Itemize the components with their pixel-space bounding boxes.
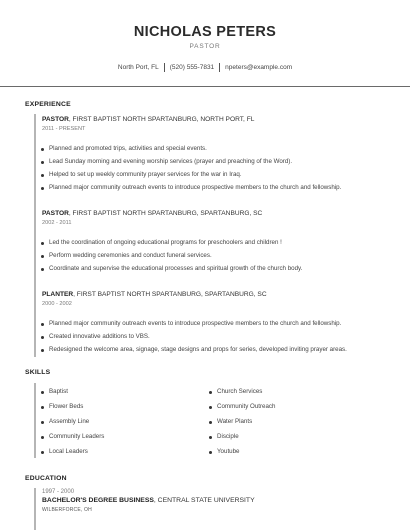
header-divider [0, 86, 410, 87]
contact-line [0, 63, 410, 72]
job-title [42, 291, 392, 298]
job-position: PASTOR [42, 116, 69, 123]
skill-item: Water Plants [209, 418, 359, 433]
experience-timeline-line [34, 114, 36, 357]
job-title [42, 116, 392, 123]
bullet-item: Perform wedding ceremonies and conduct funeral services. [41, 252, 396, 265]
bullet-item: Created innovative additions to VBS. [41, 333, 396, 346]
bullet-item: Planned major community outreach events to introduce prospective members to the church and fellowship. [41, 184, 396, 197]
contact-divider [219, 63, 220, 72]
education-location: WILBERFORCE, OH [42, 507, 92, 513]
job-entry [42, 116, 392, 132]
skill-item: Disciple [209, 433, 359, 448]
job-employer: , FIRST BAPTIST NORTH SPARTANBURG, NORTH PORT, FL [68, 116, 255, 123]
education-heading: EDUCATION [25, 475, 67, 482]
skill-item: Community Outreach [209, 403, 359, 418]
job-position: PASTOR [42, 210, 69, 217]
contact-phone: (520) 555-7831 [169, 64, 215, 71]
education-school: , CENTRAL STATE UNIVERSITY [153, 497, 255, 504]
job-employer: , FIRST BAPTIST NORTH SPARTANBURG, SPARTANBURG, SC [68, 210, 263, 217]
skills-heading: SKILLS [25, 369, 51, 376]
contact-divider [164, 63, 165, 72]
candidate-name: NICHOLAS PETERS [133, 24, 277, 40]
skills-column-left [41, 388, 191, 463]
education-degree-line [42, 497, 382, 504]
bullet-item: Coordinate and supervise the educational processes and spiritual growth of the church body. [41, 265, 396, 278]
job-employer: , FIRST BAPTIST NORTH SPARTANBURG, SPARTANBURG, SC [73, 291, 267, 298]
contact-location: North Port, FL [117, 64, 159, 71]
education-dates: 1997 - 2000 [42, 489, 75, 495]
experience-heading: EXPERIENCE [25, 101, 71, 108]
job-bullets [41, 239, 396, 278]
job-position: PLANTER [42, 291, 74, 298]
education-timeline-line [34, 488, 36, 530]
job-dates: 2011 - PRESENT [42, 126, 86, 132]
bullet-item: Lead Sunday morning and evening worship services (prayer and preaching of the Word). [41, 158, 396, 171]
bullet-item: Helped to set up weekly community prayer services for the war in Iraq. [41, 171, 396, 184]
bullet-item: Planned and promoted trips, activities and special events. [41, 145, 396, 158]
skill-item: Youtube [209, 448, 359, 463]
skill-item: Church Services [209, 388, 359, 403]
skill-item: Community Leaders [41, 433, 191, 448]
contact-email: npeters@example.com [225, 64, 293, 71]
job-bullets [41, 320, 396, 359]
education-degree: BACHELOR'S DEGREE BUSINESS [42, 497, 154, 504]
skills-column-right [209, 388, 359, 463]
skill-item: Baptist [41, 388, 191, 403]
job-dates: 2002 - 2011 [42, 220, 72, 226]
bullet-item: Planned major community outreach events to introduce prospective members to the church and fellowship. [41, 320, 396, 333]
skill-item: Assembly Line [41, 418, 191, 433]
bullet-item: Redesigned the welcome area, signage, stage designs and props for series, developed inviting prayer areas. [41, 346, 396, 359]
skills-timeline-line [34, 383, 36, 458]
education-entry [42, 489, 382, 513]
skill-item: Local Leaders [41, 448, 191, 463]
job-entry [42, 210, 392, 226]
job-dates: 2000 - 2002 [42, 301, 72, 307]
candidate-role: PASTOR [189, 43, 221, 50]
skill-item: Flower Beds [41, 403, 191, 418]
job-entry [42, 291, 392, 307]
bullet-item: Led the coordination of ongoing educational programs for preschoolers and children ! [41, 239, 396, 252]
job-title [42, 210, 392, 217]
job-bullets [41, 145, 396, 197]
